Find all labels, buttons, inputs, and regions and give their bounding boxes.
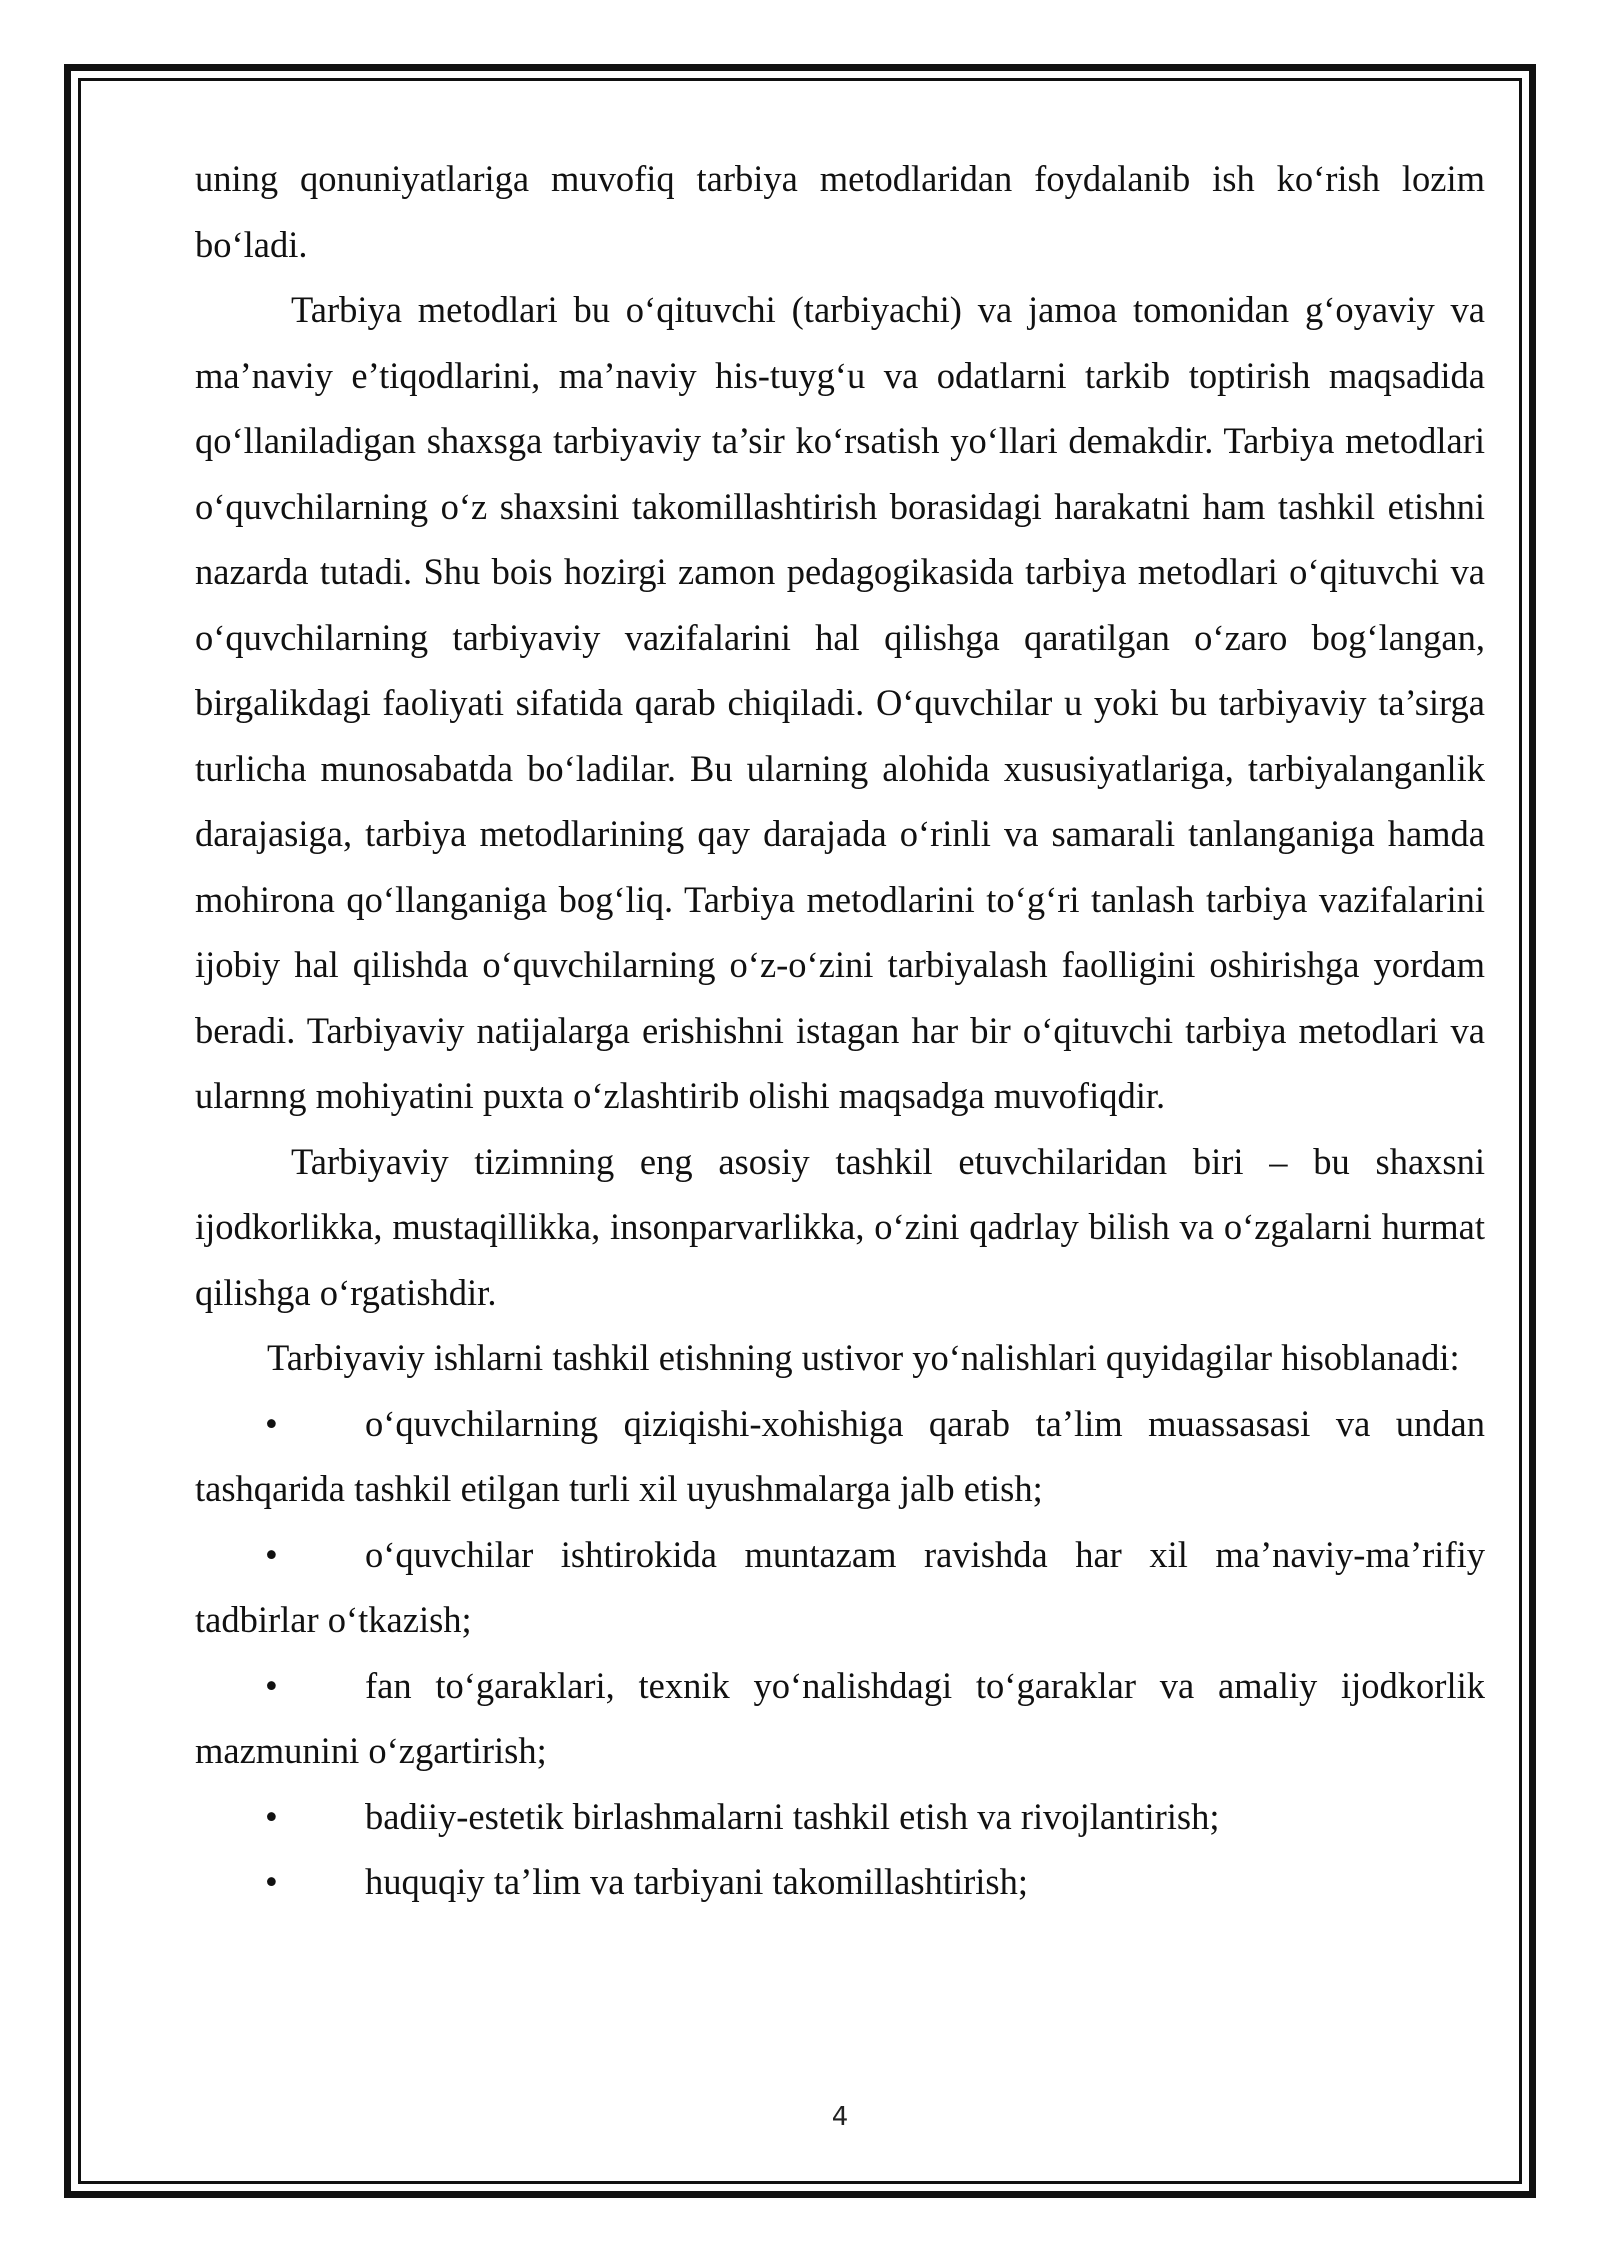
paragraph-continuation: uning qonuniyatlariga muvofiq tarbiya metodlaridan foydalanib ish ko‘rish lozim bo‘ladi. xyxy=(195,158,1485,265)
bullet-icon: • xyxy=(265,1861,278,1902)
bullet-icon: • xyxy=(265,1795,278,1837)
list-item-text: badiiy-estetik birlashmalarni tashkil etish va rivojlantirish; xyxy=(365,1795,1220,1837)
list-item-text: o‘quvchilarning qiziqishi-xohishiga qarab ta’lim muassasasi va undan tashqarida tashkil etilgan turli xil uyushmalarga jalb etish; xyxy=(195,1402,1485,1509)
list-item xyxy=(195,1849,1485,1915)
list-item xyxy=(195,1784,1485,1850)
list-item-text: huquqiy ta’lim va tarbiyani takomillashtirish; xyxy=(365,1861,1028,1902)
list-item xyxy=(195,1391,1485,1522)
bullet-icon: • xyxy=(265,1402,278,1444)
list-item-text: fan to‘garaklari, texnik yo‘nalishdagi to‘garaklar va amaliy ijodkorlik mazmunini o‘zgartirish; xyxy=(195,1664,1485,1771)
list-item xyxy=(195,1522,1485,1653)
paragraph-tarbiyaviy-tizim: Tarbiyaviy tizimning eng asosiy tashkil etuvchilaridan biri – bu shaxsni ijodkorlikka, mustaqillikka, insonparvarlikka, o‘zini qadrlay bilish va o‘zgalarni hurmat qilishga o‘rgatishdir. xyxy=(195,1140,1485,1313)
list-item-text: o‘quvchilar ishtirokida muntazam ravishda har xil ma’naviy-ma’rifiy tadbirlar o‘tkazish; xyxy=(195,1533,1485,1640)
page-number: 4 xyxy=(831,2102,849,2132)
bullet-icon: • xyxy=(265,1664,278,1706)
list-item xyxy=(195,1653,1485,1784)
document-body xyxy=(195,146,1485,1915)
paragraph-ustivor-yonalishlar: Tarbiyaviy ishlarni tashkil etishning ustivor yo‘nalishlari quyidagilar hisoblanadi: xyxy=(267,1337,1460,1378)
paragraph-tarbiya-metodlari: Tarbiya metodlari bu o‘qituvchi (tarbiyachi) va jamoa tomonidan g‘oyaviy va ma’naviy e’tiqodlarini, ma’naviy his-tuyg‘u va odatlarni tarkib toptirish maqsadida qo‘llaniladigan shaxsga tarbiyaviy ta’sir ko‘rsatish yo‘llari demakdir. Tarbiya metodlari o‘quvchilarning o‘z shaxsini takomillashtirish borasidagi harakatni ham tashkil etishni nazarda tutadi. Shu bois hozirgi zamon pedagogikasida tarbiya metodlari o‘qituvchi va o‘quvchilarning tarbiyaviy vazifalarini hal qilishga qaratilgan o‘zaro bog‘langan, birgalikdagi faoliyati sifatida qarab chiqiladi. O‘quvchilar u yoki bu tarbiyaviy ta’sirga turlicha munosabatda bo‘ladilar. Bu ularning alohida xususiyatlariga, tarbiyalanganlik darajasiga, tarbiya metodlarining qay darajada o‘rinli va samarali tanlanganiga hamda mohirona qo‘llanganiga bog‘liq. Tarbiya metodlarini to‘g‘ri tanlash tarbiya vazifalarini ijobiy hal qilishda o‘quvchilarning o‘z-o‘zini tarbiyalash faolligini oshirishga yordam beradi. Tarbiyaviy natijalarga erishishni istagan har bir o‘qituvchi tarbiya metodlari va ularnng mohiyatini puxta o‘zlashtirib olishi maqsadga muvofiqdir. xyxy=(195,289,1485,1116)
bullet-icon: • xyxy=(265,1533,278,1575)
